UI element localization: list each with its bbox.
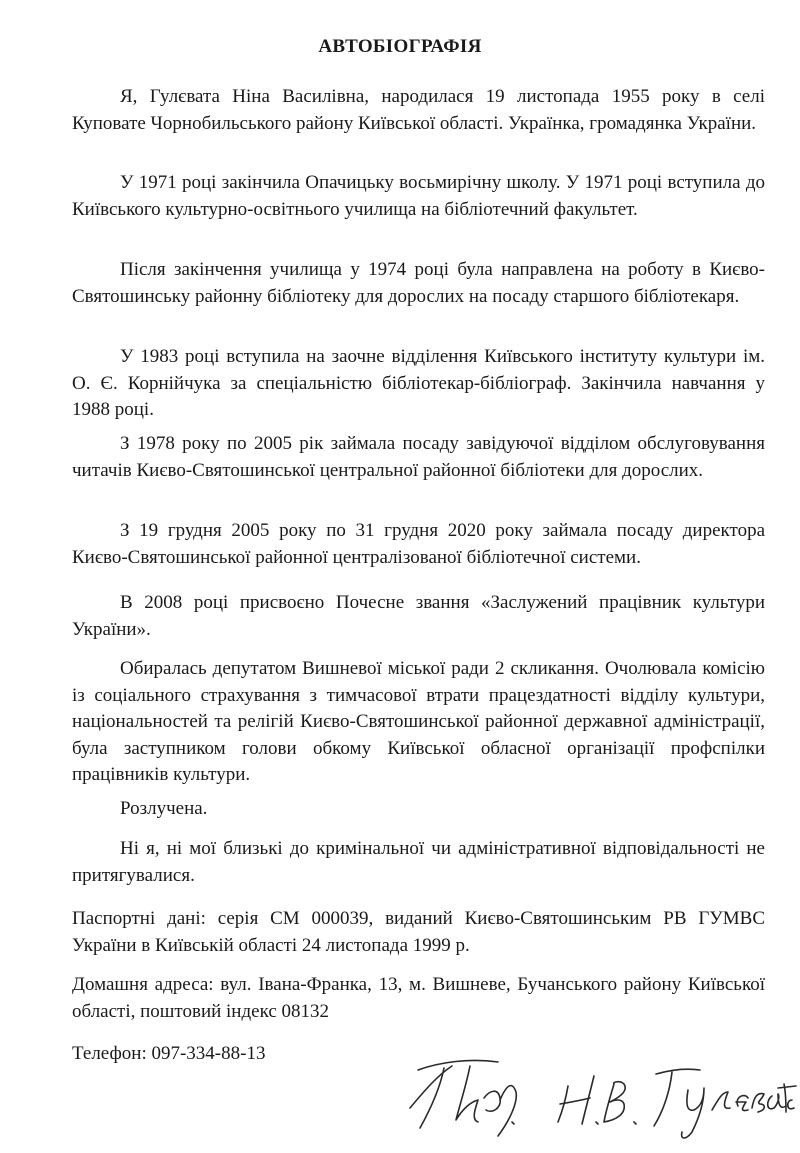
paragraph-honorary-title: В 2008 році присвоєно Почесне звання «Заслужений працівник культури України». bbox=[72, 592, 765, 640]
handwritten-signature bbox=[400, 1040, 800, 1150]
paragraph-school: У 1971 році закінчила Опачицьку восьмирічну школу. У 1971 році вступила до Київського культурно-освітнього училища на бібліотечний факультет. bbox=[72, 172, 765, 220]
paragraph-birth: Я, Гулєвата Ніна Василівна, народилася 19 листопада 1955 року в селі Куповате Чорнобильського району Київської області. Українка, громадянка України. bbox=[72, 86, 765, 134]
paragraph-no-liability: Ні я, ні мої близькі до кримінальної чи адміністративної відповідальності не притягувалися. bbox=[72, 838, 765, 886]
paragraph-first-job: Після закінчення училища у 1974 році була направлена на роботу в Києво-Святошинську районну бібліотеку для дорослих на посаду старшого бібліотекаря. bbox=[72, 259, 765, 307]
document-title: АВТОБІОГРАФІЯ bbox=[318, 36, 482, 57]
paragraph-passport: Паспортні дані: серія СМ 000039, виданий Києво-Святошинським РВ ГУМВС України в Київській області 24 листопада 1999 р. bbox=[72, 908, 765, 956]
paragraph-director: З 19 грудня 2005 року по 31 грудня 2020 року займала посаду директора Києво-Святошинської районної централізованої бібліотечної системи. bbox=[72, 520, 765, 568]
paragraph-marital-status: Розлучена. bbox=[120, 798, 208, 819]
paragraph-home-address: Домашня адреса: вул. Івана-Франка, 13, м. Вишневе, Бучанського району Київської області, поштовий індекс 08132 bbox=[72, 974, 765, 1022]
paragraph-public-activity: Обиралась депутатом Вишневої міської ради 2 скликання. Очолювала комісію із соціального страхування з тимчасової втрати працездатності відділу культури, національностей та релігій Києво-Святошинської районної державної адміністрації, була заступником голови обкому Київської обласної організації профспілки працівників культури. bbox=[72, 658, 765, 785]
paragraph-phone: Телефон: 097-334-88-13 bbox=[72, 1043, 266, 1064]
paragraph-institute: У 1983 році вступила на заочне відділення Київського інституту культури ім. О. Є. Корнійчука за спеціальністю бібліотекар-бібліограф. Закінчила навчання у 1988 році. bbox=[72, 346, 765, 420]
paragraph-head-of-department: З 1978 року по 2005 рік займала посаду завідуючої відділом обслуговування читачів Києво-Святошинської центральної районної бібліотеки для дорослих. bbox=[72, 433, 765, 481]
